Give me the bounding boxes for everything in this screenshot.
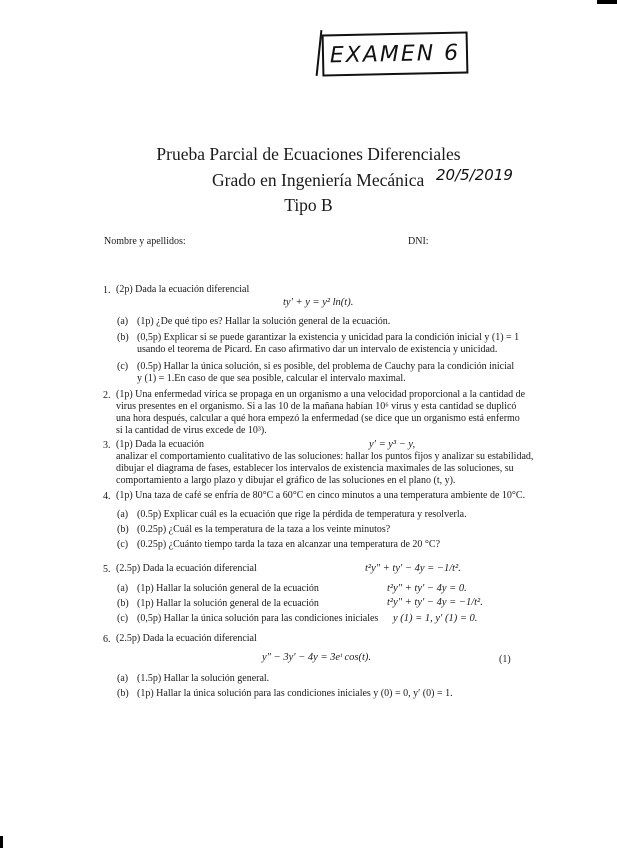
q6-number: 6. [103,634,111,645]
q2-text-4: si la cantidad de virus excede de 10³). [116,425,267,436]
q1-b-text-2: usando el teorema de Picard. En caso afirmativo dar un intervalo de existencia y unicidad. [137,344,498,355]
q1-c-text-1: (0.5p) Hallar la única solución, si es posible, del problema de Cauchy para la condición inicial [137,361,515,372]
q2-text-3: una hora después, calcular a qué hora empezó la enfermedad (se dice que un organismo está enfermo [116,413,520,424]
q5-c-equation: y (1) = 1, y′ (1) = 0. [393,613,478,624]
q5-b-equation: t²y″ + ty′ − 4y = −1/t². [387,597,483,608]
q1-number: 1. [103,285,111,296]
q3-stem: (1p) Dada la ecuación [116,439,205,450]
q4-c-label: (c) [117,539,129,550]
q1-b-text-1: (0,5p) Explicar si se puede garantizar la existencia y unicidad para la condición inicial y (1) = 1 [137,332,520,343]
scan-edge-mark-bottom [0,836,3,848]
q4-a-text: (0.5p) Explicar cuál es la ecuación que rige la pérdida de temperatura y resolverla. [137,509,467,520]
q5-stem: (2.5p) Dada la ecuación diferencial [116,563,257,574]
q3-equation: y′ = y³ − y, [369,439,416,450]
q1-a-label: (a) [117,316,129,327]
q3-text-4: comportamiento a largo plazo y dibujar el gráfico de las soluciones en el plano (t, y). [116,475,456,486]
q1-c-label: (c) [117,361,129,372]
q5-b-label: (b) [117,598,129,609]
dni-field-label: DNI: [408,236,429,247]
q4-stem: (1p) Una taza de café se enfría de 80°C a 60°C en cinco minutos a una temperatura ambiente de 10°C. [116,490,526,501]
degree-subtitle: Grado en Ingeniería Mecánica [212,170,425,190]
q1-equation: ty′ + y = y² ln(t). [283,297,354,308]
q4-a-label: (a) [117,509,129,520]
name-field-label: Nombre y apellidos: [104,236,186,247]
q6-b-text: (1p) Hallar la única solución para las condiciones iniciales y (0) = 0, y′ (0) = 1. [137,688,453,699]
q4-number: 4. [103,491,111,502]
handwritten-date: 20/5/2019 [436,166,513,184]
exam-type: Tipo B [284,195,333,215]
q3-text-3: dibujar el diagrama de fases, establecer los intervalos de existencia maximales de las soluciones, su [116,463,514,474]
q5-a-label: (a) [117,583,129,594]
q2-text-1: (1p) Una enfermedad vírica se propaga en un organismo a una velocidad proporcional a la cantidad de [116,389,526,400]
q1-b-label: (b) [117,332,129,343]
q3-number: 3. [103,440,111,451]
q1-c-text-2: y (1) = 1.En caso de que sea posible, calcular el intervalo maximal. [137,373,406,384]
q2-text-2: virus presentes en el organismo. Si a las 10 de la mañana habían 10⁶ virus y esta cantidad se duplicó [116,401,517,412]
exam-stamp: EXAMEN 6 [322,31,469,76]
q4-b-label: (b) [117,524,129,535]
scan-edge-mark-top [597,0,617,4]
q3-text-2: analizar el comportamiento cualitativo de las soluciones: hallar los puntos fijos y analizar su estabilidad, [116,451,534,462]
q2-number: 2. [103,390,111,401]
q5-a-equation: t²y″ + ty′ − 4y = 0. [387,583,467,594]
q6-stem: (2.5p) Dada la ecuación diferencial [116,633,257,644]
q4-c-text: (0.25p) ¿Cuánto tiempo tarda la taza en alcanzar una temperatura de 20 °C? [137,539,441,550]
q5-c-label: (c) [117,613,129,624]
q5-c-text: (0,5p) Hallar la única solución para las condiciones iniciales [137,613,379,624]
q6-a-text: (1.5p) Hallar la solución general. [137,673,270,684]
page-title: Prueba Parcial de Ecuaciones Diferenciales [156,144,461,164]
q6-equation: y″ − 3y′ − 4y = 3eᵗ cos(t). [262,652,371,663]
q1-a-text: (1p) ¿De qué tipo es? Hallar la solución general de la ecuación. [137,316,391,327]
q6-b-label: (b) [117,688,129,699]
q5-number: 5. [103,564,111,575]
q4-b-text: (0.25p) ¿Cuál es la temperatura de la taza a los veinte minutos? [137,524,391,535]
q5-equation: t²y″ + ty′ − 4y = −1/t². [365,563,461,574]
q5-b-text: (1p) Hallar la solución general de la ecuación [137,598,319,609]
q1-stem: (2p) Dada la ecuación diferencial [116,284,250,295]
q5-a-text: (1p) Hallar la solución general de la ecuación [137,583,319,594]
q6-equation-number: (1) [499,654,511,665]
q6-a-label: (a) [117,673,129,684]
